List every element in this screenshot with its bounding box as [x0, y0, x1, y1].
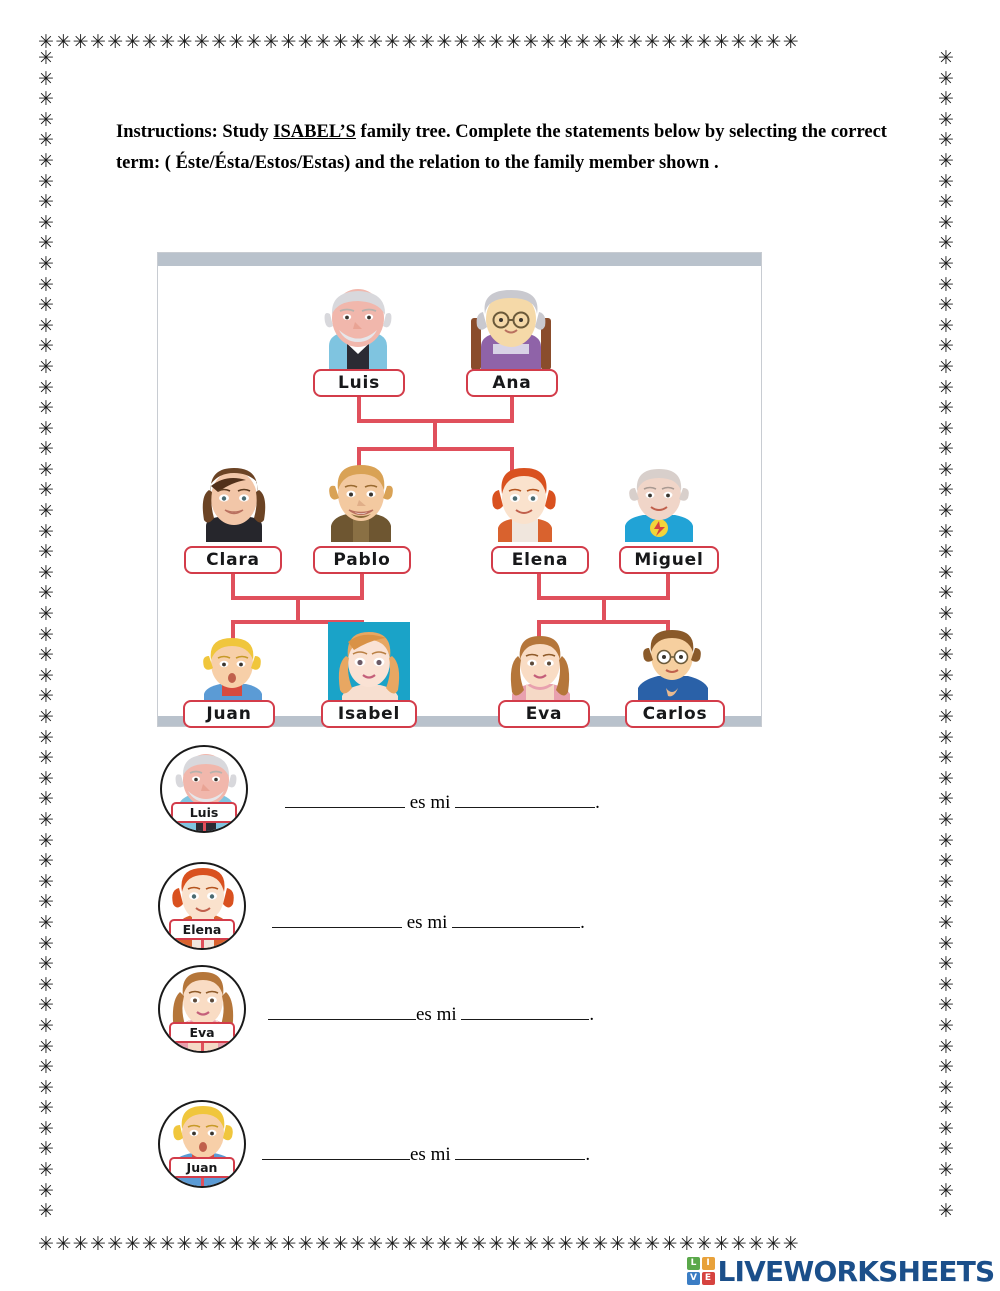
- question-1-avatar: [160, 745, 248, 833]
- question-2-blank-1[interactable]: [272, 910, 402, 928]
- portrait-clara: [188, 462, 280, 542]
- plate-label-clara: Clara: [206, 550, 260, 570]
- plate-ana: [466, 369, 558, 397]
- question-4-middle: es mi: [410, 1144, 451, 1165]
- question-1-end: .: [595, 792, 600, 813]
- liveworksheets-logo-tiles: [687, 1257, 715, 1285]
- plate-label-luis: Luis: [337, 373, 381, 393]
- figure-header-bar: [158, 253, 761, 266]
- plate-juan: [183, 700, 275, 728]
- question-1-avatar-name-text: Luis: [189, 805, 219, 820]
- question-4-avatar-name: [169, 1157, 235, 1178]
- question-3-end: .: [589, 1004, 595, 1025]
- question-4-blank-2[interactable]: [455, 1142, 585, 1160]
- question-1-avatar-stem: [203, 822, 206, 831]
- portrait-miguel: [613, 464, 705, 542]
- question-3-blank-1[interactable]: [268, 1002, 416, 1020]
- liveworksheets-wordmark: LIVEWORKSHEETS: [717, 1254, 995, 1288]
- connector-right-children-bar: [537, 620, 670, 624]
- question-1-blank-1[interactable]: [285, 790, 405, 808]
- border-left: ✳✳✳✳✳✳✳✳✳✳✳✳✳✳✳✳✳✳✳✳✳✳✳✳✳✳✳✳✳✳✳✳✳✳✳✳✳✳✳✳✳✳✳✳✳✳✳✳✳✳✳✳✳✳✳✳✳: [38, 48, 54, 1223]
- question-4-avatar-name-text: Juan: [186, 1160, 218, 1175]
- question-2-avatar-name-text: Elena: [182, 922, 222, 937]
- connector-clara-down: [231, 574, 235, 596]
- question-1-middle: es mi: [409, 792, 451, 813]
- plate-label-elena: Elena: [511, 550, 569, 570]
- question-2-avatar-stem: [201, 939, 204, 948]
- question-2-avatar: [158, 862, 246, 950]
- question-3-statement: [268, 1002, 594, 1026]
- family-tree-figure: [157, 252, 762, 727]
- border-bottom: ✳✳✳✳✳✳✳✳✳✳✳✳✳✳✳✳✳✳✳✳✳✳✳✳✳✳✳✳✳✳✳✳✳✳✳✳✳✳✳✳✳✳✳✳: [38, 1235, 801, 1254]
- plate-label-ana: Ana: [492, 373, 532, 393]
- plate-label-isabel: Isabel: [337, 704, 401, 724]
- plate-label-carlos: Carlos: [642, 704, 708, 724]
- portrait-elena: [480, 464, 568, 542]
- question-3-avatar-name-text: Eva: [189, 1025, 215, 1040]
- plate-elena: [491, 546, 589, 574]
- plate-isabel: [321, 700, 417, 728]
- plate-label-eva: Eva: [525, 704, 563, 724]
- border-top: ✳✳✳✳✳✳✳✳✳✳✳✳✳✳✳✳✳✳✳✳✳✳✳✳✳✳✳✳✳✳✳✳✳✳✳✳✳✳✳✳✳✳✳✳: [38, 33, 801, 52]
- portrait-ana: [463, 284, 559, 370]
- plate-label-pablo: Pablo: [333, 550, 391, 570]
- question-1-blank-2[interactable]: [455, 790, 595, 808]
- plate-carlos: [625, 700, 725, 728]
- plate-label-miguel: Miguel: [634, 550, 704, 570]
- portrait-pablo: [315, 460, 407, 542]
- instructions-lead: Instructions: Study: [116, 122, 274, 142]
- question-2-avatar-name: [169, 919, 235, 940]
- logo-tile-i: I: [702, 1257, 715, 1270]
- instructions-rest: family tree. Complete the statements below by selecting the correct term: ( Éste/Ésta/Estos/Estas) and the relation to the family member shown .: [116, 122, 887, 173]
- liveworksheets-logo[interactable]: [687, 1254, 994, 1288]
- question-1-avatar-name: [171, 802, 237, 823]
- plate-clara: [184, 546, 282, 574]
- question-3-blank-2[interactable]: [461, 1002, 589, 1020]
- plate-miguel: [619, 546, 719, 574]
- plate-pablo: [313, 546, 411, 574]
- question-4-statement: [262, 1142, 590, 1166]
- question-4-blank-1[interactable]: [262, 1142, 410, 1160]
- question-2-blank-2[interactable]: [452, 910, 580, 928]
- border-right: ✳✳✳✳✳✳✳✳✳✳✳✳✳✳✳✳✳✳✳✳✳✳✳✳✳✳✳✳✳✳✳✳✳✳✳✳✳✳✳✳✳✳✳✳✳✳✳✳✳✳✳✳✳✳✳✳✳: [938, 48, 954, 1223]
- connector-luis-down: [357, 397, 361, 419]
- portrait-isabel: [328, 622, 410, 708]
- family-tree-canvas: [158, 266, 761, 724]
- instructions-emphasis: ISABEL’S: [273, 122, 356, 142]
- connector-elena-down: [537, 574, 541, 596]
- portrait-eva: [498, 632, 582, 706]
- question-1-statement: [285, 790, 600, 814]
- question-3-middle: es mi: [416, 1004, 457, 1025]
- connector-ana-down: [510, 397, 514, 419]
- question-2-middle: es mi: [406, 912, 448, 933]
- connector-children-bar: [357, 447, 514, 451]
- question-3-avatar-name: [169, 1022, 235, 1043]
- question-4-avatar-stem: [201, 1177, 204, 1186]
- question-3-avatar-stem: [201, 1042, 204, 1051]
- portrait-juan: [190, 634, 274, 706]
- instructions-text: [116, 117, 896, 179]
- connector-miguel-down: [666, 574, 670, 596]
- question-4-end: .: [585, 1144, 591, 1165]
- connector-pablo-down: [360, 574, 364, 596]
- plate-luis: [313, 369, 405, 397]
- logo-tile-v: V: [687, 1272, 700, 1285]
- plate-eva: [498, 700, 590, 728]
- portrait-luis: [309, 284, 407, 370]
- logo-tile-e: E: [702, 1272, 715, 1285]
- question-2-end: .: [580, 912, 585, 933]
- question-4-avatar: [158, 1100, 246, 1188]
- question-3-avatar: [158, 965, 246, 1053]
- logo-tile-l: L: [687, 1257, 700, 1270]
- portrait-carlos: [628, 626, 716, 706]
- plate-label-juan: Juan: [206, 704, 252, 724]
- question-2-statement: [272, 910, 585, 934]
